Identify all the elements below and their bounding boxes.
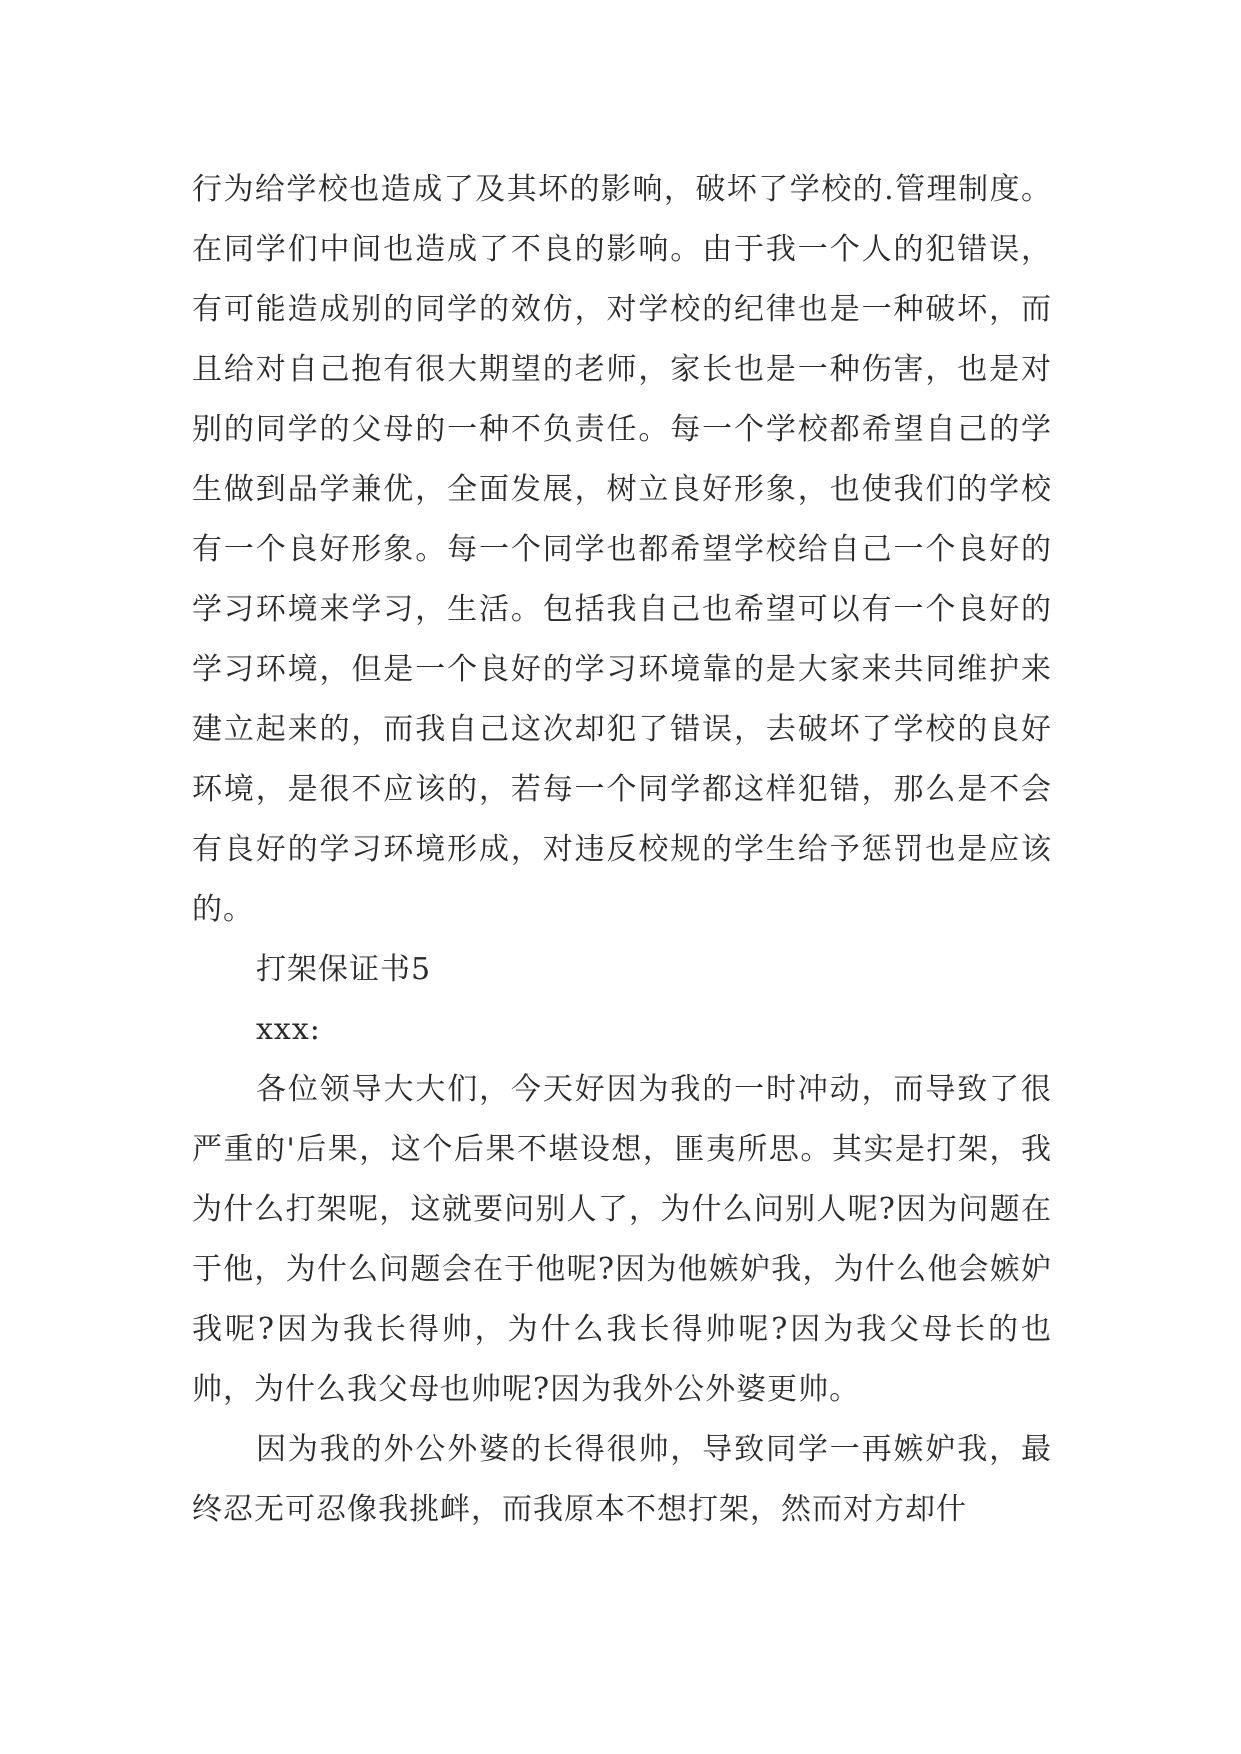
paragraph-body-2: 因为我的外公外婆的长得很帅，导致同学一再嫉妒我，最终忍无可忍像我挑衅，而我原本不想打架，然而对方却什 [192, 1432, 1052, 1527]
section-heading: 打架保证书5 [256, 952, 432, 987]
document-body [192, 160, 1052, 1540]
paragraph-body-1: 各位领导大大们，今天好因为我的一时冲动，而导致了很严重的'后果，这个后果不堪设想，匪夷所思。其实是打架，我为什么打架呢，这就要问别人了，为什么问别人呢?因为问题在于他，为什么问题会在于他呢?因为他嫉妒我，为什么他会嫉妒我呢?因为我长得帅，为什么我长得帅呢?因为我父母长的也帅，为什么我父母也帅呢?因为我外公外婆更帅。 [192, 1072, 1052, 1407]
salutation: xxx: [256, 1012, 321, 1047]
paragraph-continued: 行为给学校也造成了及其坏的影响，破坏了学校的.管理制度。在同学们中间也造成了不良的影响。由于我一个人的犯错误，有可能造成别的同学的效仿，对学校的纪律也是一种破坏，而且给对自己抱有很大期望的老师，家长也是一种伤害，也是对别的同学的父母的一种不负责任。每一个学校都希望自己的学生做到品学兼优，全面发展，树立良好形象，也使我们的学校有一个良好形象。每一个同学也都希望学校给自己一个良好的学习环境来学习，生活。包括我自己也希望可以有一个良好的学习环境，但是一个良好的学习环境靠的是大家来共同维护来建立起来的，而我自己这次却犯了错误，去破坏了学校的良好环境，是很不应该的，若每一个同学都这样犯错，那么是不会有良好的学习环境形成，对违反校规的学生给予惩罚也是应该的。 [192, 172, 1052, 927]
